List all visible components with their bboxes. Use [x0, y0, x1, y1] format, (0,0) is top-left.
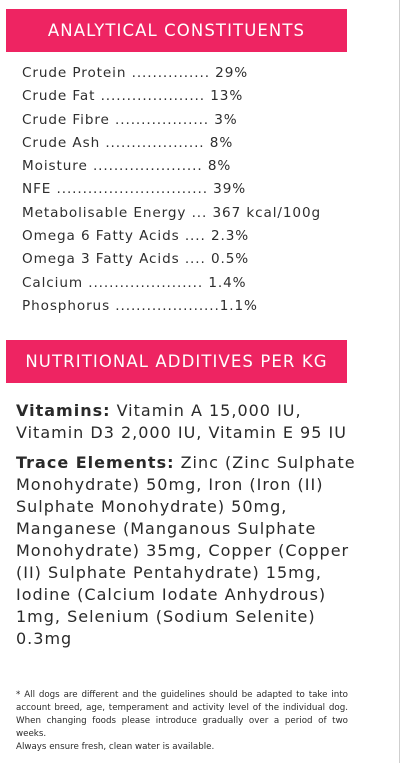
dot-leader: ...............	[126, 65, 216, 81]
dot-leader: ...	[186, 204, 213, 221]
dot-leader: ....	[179, 228, 211, 245]
dot-leader: ...................	[100, 134, 210, 151]
constituent-name: NFE	[22, 181, 52, 198]
constituent-row	[22, 132, 321, 155]
nutritional-additives-header	[6, 340, 347, 383]
constituent-name: Crude Fibre	[22, 111, 110, 128]
constituent-value: 3%	[214, 111, 238, 128]
constituent-row	[22, 202, 321, 225]
constituent-row	[22, 109, 321, 132]
constituent-row	[22, 295, 321, 318]
constituent-name: Omega 3 Fatty Acids	[22, 251, 180, 268]
constituent-value: 8%	[207, 158, 232, 175]
constituent-name: Moisture	[22, 158, 88, 175]
dot-leader: ......................	[83, 274, 209, 291]
constituent-value: 1.4%	[208, 274, 247, 291]
dot-leader: ....	[179, 251, 211, 268]
constituent-name: Calcium	[22, 274, 84, 291]
constituent-value: 2.3%	[210, 228, 250, 245]
constituent-value: 0.5%	[210, 251, 250, 268]
trace-elements-label: Trace Elements:	[16, 453, 175, 472]
constituent-name: Crude Fat	[22, 88, 96, 105]
dot-leader: ....................	[95, 88, 211, 105]
footnote-water: Always ensure fresh, clean water is available.	[16, 742, 215, 753]
constituent-name: Crude Ash	[22, 134, 101, 151]
constituent-value: 367 kcal/100g	[212, 204, 322, 221]
constituent-name: Crude Protein	[22, 65, 127, 81]
constituent-row	[22, 225, 321, 248]
constituent-value: 29%	[215, 65, 249, 81]
constituent-value: 1.1%	[219, 297, 258, 314]
vitamins-label: Vitamins:	[16, 401, 111, 420]
constituent-value: 8%	[209, 134, 234, 151]
dot-leader: ..................	[109, 111, 215, 128]
constituent-name: Metabolisable Energy	[22, 204, 187, 221]
constituent-name: Omega 6 Fatty Acids	[22, 228, 180, 245]
right-edge-rule	[399, 0, 400, 763]
feeding-footnote	[16, 689, 348, 754]
constituent-value: 39%	[213, 181, 247, 198]
vitamins-paragraph	[16, 400, 361, 444]
constituent-row	[22, 62, 321, 85]
constituent-row	[22, 272, 321, 295]
analytical-constituents-title: ANALYTICAL CONSTITUENTS	[47, 21, 306, 40]
constituent-name: Phosphorus	[22, 297, 111, 314]
analytical-constituents-list	[22, 62, 321, 318]
constituent-row	[22, 178, 321, 201]
dot-leader: .............................	[51, 181, 214, 198]
constituent-row	[22, 248, 321, 271]
constituent-row	[22, 85, 321, 108]
vitamins-text: Vitamin A 15,000 IU, Vitamin D3 2,000 IU, Vitamin E 95 IU	[16, 401, 347, 442]
dot-leader: ....................	[110, 297, 220, 314]
analytical-constituents-header	[6, 9, 347, 52]
trace-elements-paragraph	[16, 452, 361, 650]
trace-elements-text: Zinc (Zinc Sulphate Monohydrate) 50mg, Iron (Iron (II) Sulphate Monohydrate) 50mg, Manganese (Manganous Sulphate Monohydrate) 35mg, Copper (Copper (II) Sulphate Pentahydrate) 15mg, Iodine (Calcium Iodate Anhydrous) 1mg, Selenium (Sodium Selenite) 0.3mg	[16, 453, 356, 648]
dot-leader: .....................	[87, 158, 208, 175]
nutritional-additives-body	[16, 400, 361, 650]
constituent-row	[22, 155, 321, 178]
footnote-guideline: * All dogs are different and the guidelines should be adapted to take into account breed, age, temperament and activity level of the individual dog. When changing foods please introduce gradually over a period of two weeks.	[16, 690, 348, 740]
nutritional-additives-title: NUTRITIONAL ADDITIVES PER KG	[25, 352, 328, 371]
constituent-value: 13%	[210, 88, 244, 105]
